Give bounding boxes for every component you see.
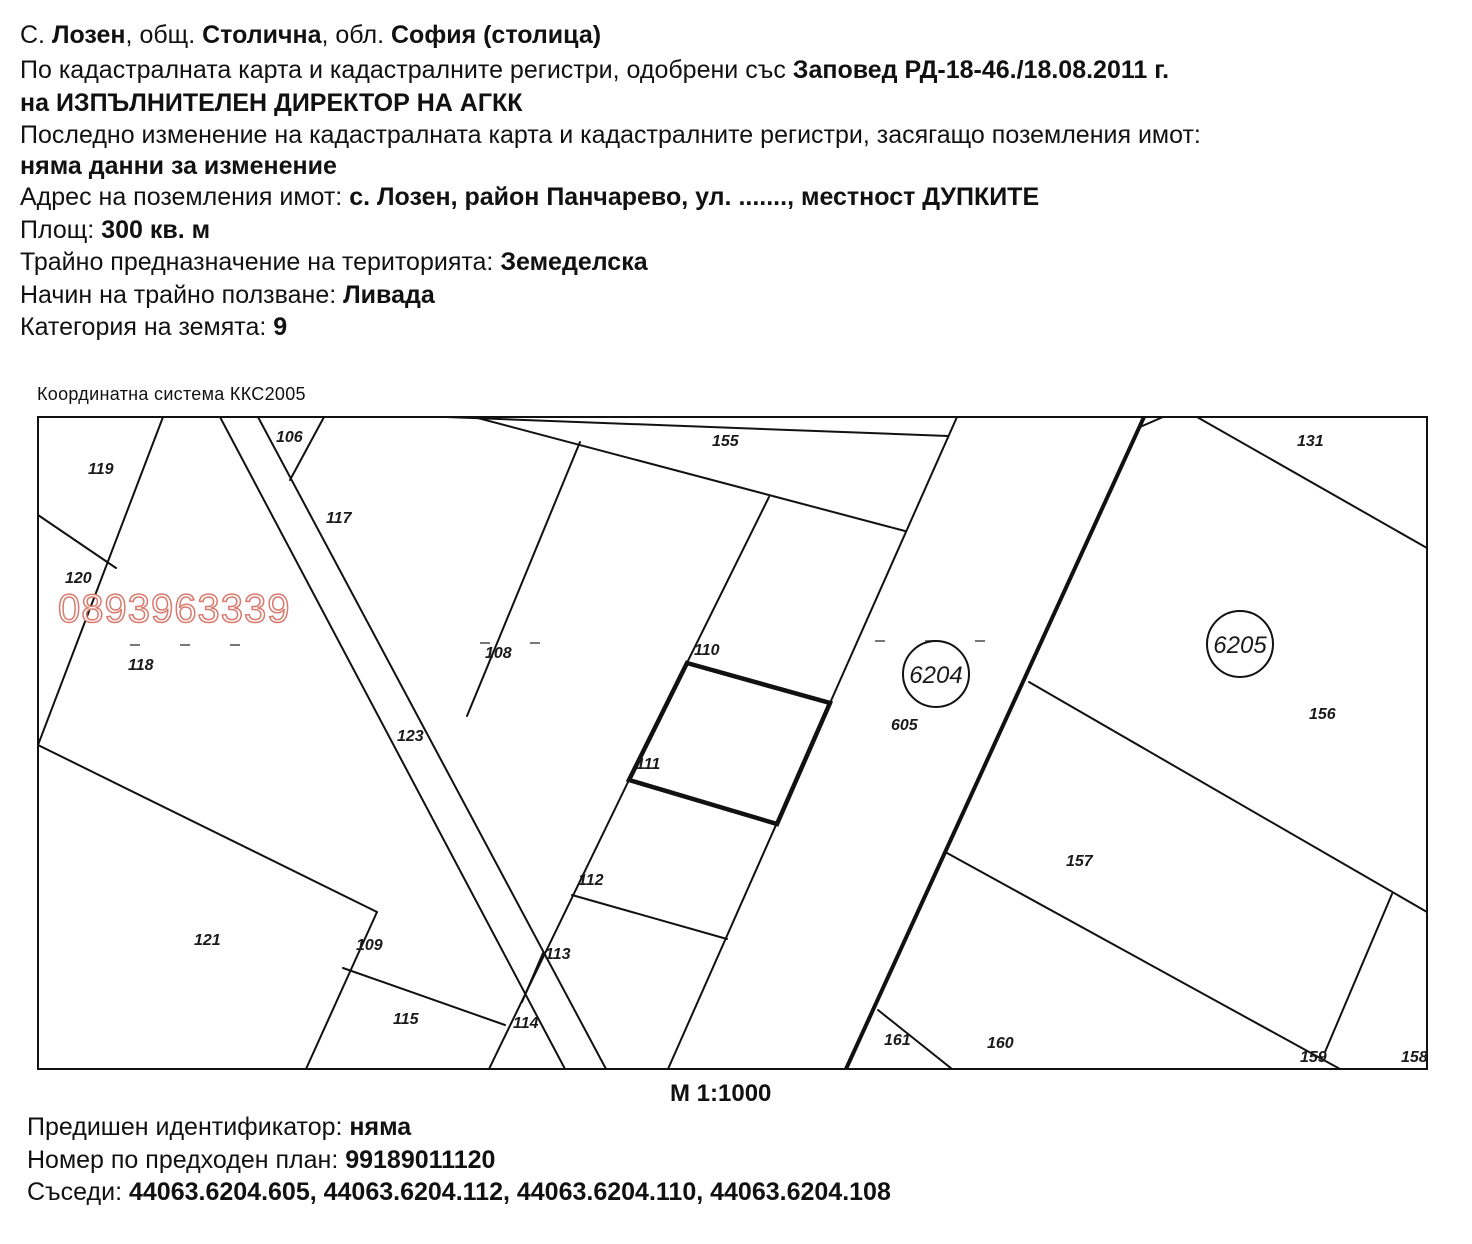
parcel-label-117: 117 [326, 510, 352, 527]
parcel-label-158: 158 [1401, 1049, 1428, 1066]
parcel-label-109: 109 [356, 937, 383, 954]
boundary-line [446, 417, 948, 436]
purpose-value: Земеделска [500, 248, 648, 276]
subject-parcel-outline [629, 663, 830, 824]
text: , общ. [125, 21, 203, 49]
text: Съседи: [27, 1178, 129, 1206]
text: По кадастралната карта и кадастралните регистри, одобрени със [20, 56, 793, 84]
parcel-label-119: 119 [88, 461, 114, 478]
parcel-label-106: 106 [276, 429, 303, 446]
boundary-line [343, 968, 505, 1025]
parcel-label-110: 110 [694, 642, 720, 659]
block-label-6204: 6204 [909, 662, 963, 689]
parcel-label-111: 111 [636, 756, 661, 773]
parcel-label-131: 131 [1297, 433, 1324, 450]
road-edge [830, 417, 957, 703]
text: Адрес на поземления имот: [20, 183, 350, 211]
parcel-label-161: 161 [884, 1032, 911, 1049]
road-edge-heavy [846, 417, 1144, 1069]
text: Трайно предназначение на територията: [20, 248, 501, 276]
authority: на ИЗПЪЛНИТЕЛЕН ДИРЕКТОР НА АГКК [20, 89, 523, 117]
parcel-label-113: 113 [545, 946, 571, 963]
text: Начин на трайно ползване: [20, 281, 344, 309]
parcel-label-112: 112 [578, 872, 604, 889]
parcel-label-108: 108 [485, 645, 512, 662]
block-label-6205: 6205 [1213, 632, 1267, 659]
boundary-line [38, 745, 377, 912]
parcel-label-120: 120 [65, 570, 92, 587]
boundary-line [38, 515, 116, 568]
change-value: няма данни за изменение [20, 152, 337, 180]
parcel-label-157: 157 [1066, 853, 1093, 870]
village-name: Лозен [51, 21, 126, 49]
neighbours-value: 44063.6204.605, 44063.6204.112, 44063.6204.110, 44063.6204.108 [128, 1178, 891, 1206]
category-value: 9 [273, 313, 288, 341]
parcel-label-121: 121 [194, 932, 221, 949]
boundary-line [290, 417, 324, 480]
parcel-label-123: 123 [397, 728, 424, 745]
faint-line [130, 641, 1000, 645]
boundary-line [474, 417, 905, 531]
boundary-line [522, 953, 543, 1002]
coordinate-system-label: Координатна система ККС2005 [37, 384, 306, 404]
region-name: София (столица) [391, 21, 602, 49]
footer-line-neighbours [27, 1176, 891, 1208]
parcel-label-605: 605 [891, 717, 918, 734]
text: Последно изменение на кадастралната карта и кадастралните регистри, засягащо поземления имот: [20, 121, 1201, 149]
text: Категория на земята: [20, 313, 274, 341]
municipality-name: Столична [202, 21, 322, 49]
phone-watermark: 0893963339 [58, 587, 291, 631]
boundary-line [1325, 894, 1392, 1052]
prev-plan-value: 99189011120 [345, 1146, 496, 1174]
parcel-boundaries [38, 417, 1427, 1069]
boundary-line [1029, 682, 1427, 912]
text: Предишен идентификатор: [27, 1113, 350, 1141]
road-edge [258, 417, 606, 1069]
boundary-line [306, 912, 377, 1069]
boundary-line [572, 895, 727, 939]
parcel-label-114: 114 [513, 1015, 539, 1032]
text: С. [20, 21, 52, 49]
order-number: Заповед РД-18-46./18.08.2011 г. [792, 56, 1170, 84]
parcel-label-155: 155 [712, 433, 739, 450]
map-frame [38, 417, 1427, 1069]
footer-line-prev-id [27, 1111, 411, 1143]
text: Площ: [20, 216, 102, 244]
road-edge [220, 417, 565, 1069]
parcel-label-115: 115 [393, 1011, 419, 1028]
scale-label: М 1:1000 [670, 1080, 772, 1107]
usage-value: Ливада [343, 281, 435, 309]
area-value: 300 кв. м [101, 216, 211, 244]
footer-line-prev-plan [27, 1144, 495, 1176]
text: Номер по предходен план: [27, 1146, 346, 1174]
parcel-label-118: 118 [128, 657, 154, 674]
address-value: с. Лозен, район Панчарево, ул. ......., местност ДУПКИТЕ [349, 183, 1040, 211]
text: , обл. [321, 21, 391, 49]
boundary-line [489, 780, 629, 1069]
prev-id-value: няма [349, 1113, 412, 1141]
parcel-label-156: 156 [1309, 706, 1336, 723]
parcel-label-159: 159 [1300, 1049, 1327, 1066]
parcel-label-160: 160 [987, 1035, 1014, 1052]
boundary-line [467, 442, 580, 716]
